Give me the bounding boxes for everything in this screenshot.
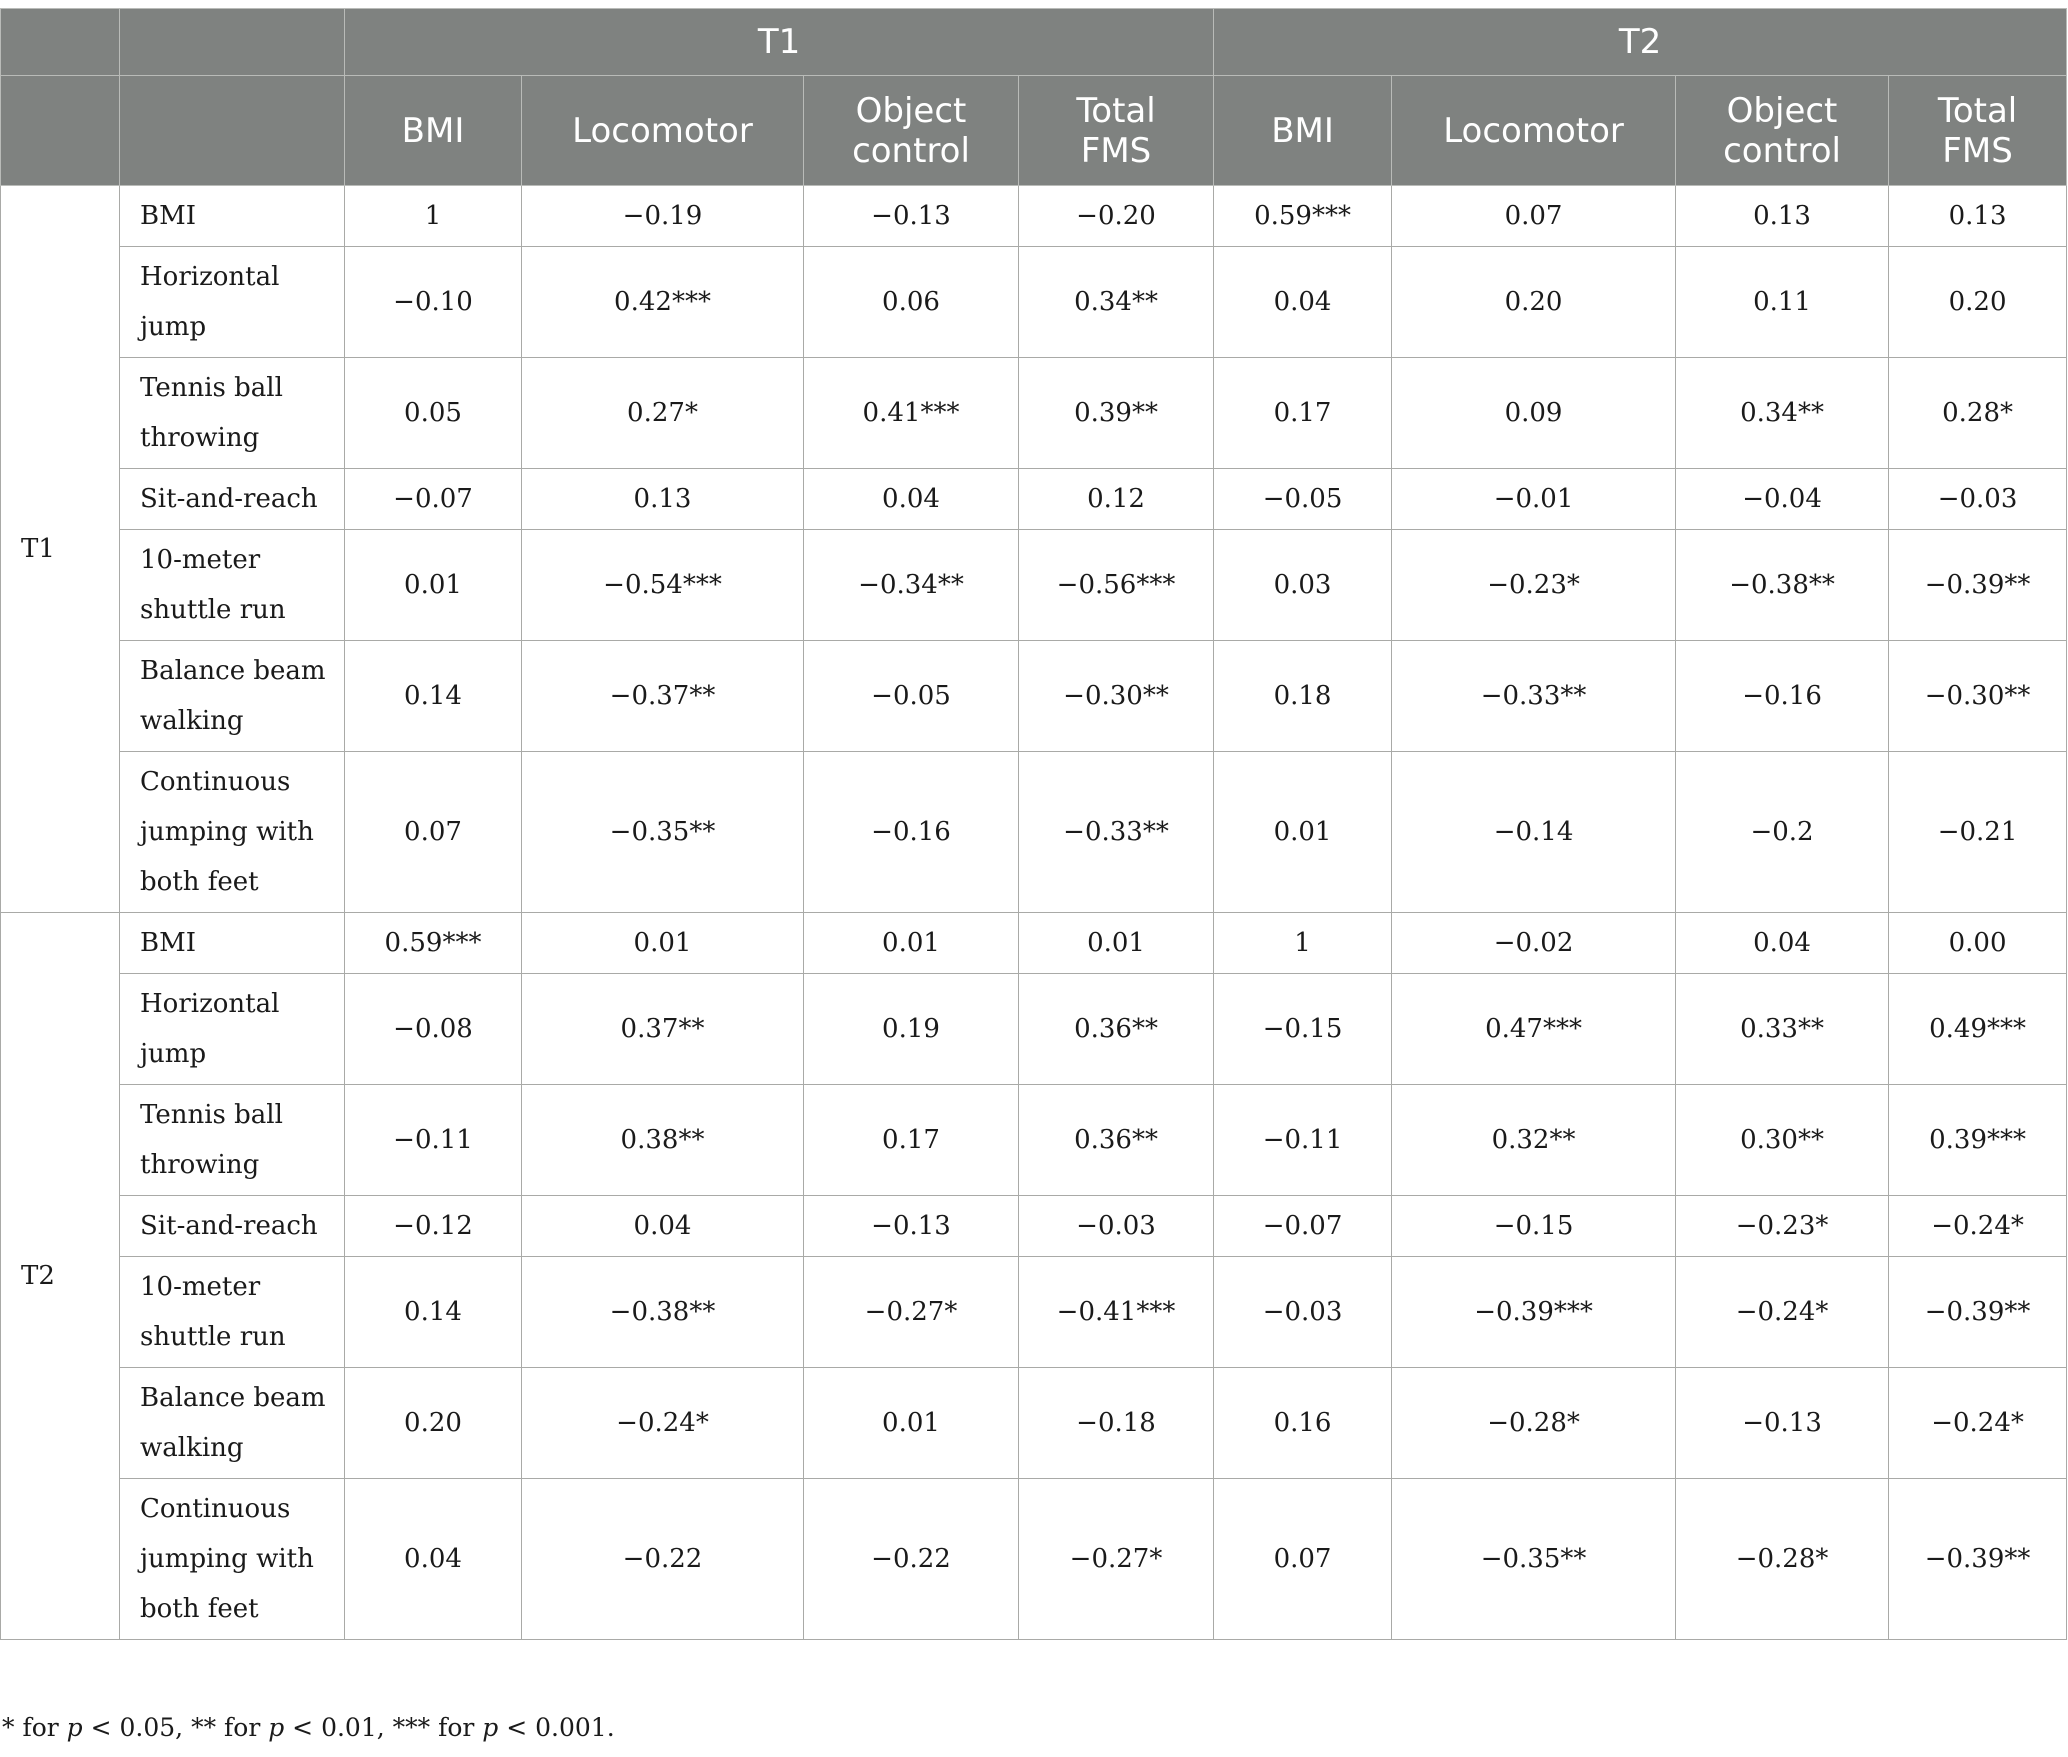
table-row: [1, 1257, 2067, 1368]
value-cell: −0.2: [1676, 752, 1889, 913]
value-cell: 0.47***: [1392, 974, 1676, 1085]
table-row: [1, 358, 2067, 469]
row-group-label: T1: [1, 186, 120, 913]
value-cell: 0.00: [1889, 913, 2067, 974]
value-cell: 0.59***: [345, 913, 522, 974]
value-cell: −0.24*: [1889, 1368, 2067, 1479]
value-cell: 0.01: [1214, 752, 1392, 913]
value-cell: 0.16: [1214, 1368, 1392, 1479]
value-cell: −0.54***: [522, 530, 804, 641]
row-group-label: T2: [1, 913, 120, 1640]
value-cell: 0.33**: [1676, 974, 1889, 1085]
value-cell: −0.02: [1392, 913, 1676, 974]
value-cell: 0.37**: [522, 974, 804, 1085]
row-label: Sit-and-reach: [120, 1196, 345, 1257]
value-cell: 0.12: [1019, 469, 1214, 530]
value-cell: −0.38**: [522, 1257, 804, 1368]
value-cell: −0.56***: [1019, 530, 1214, 641]
value-cell: −0.33**: [1392, 641, 1676, 752]
column-header: Total FMS: [1889, 76, 2067, 186]
row-label: Continuous jumping with both feet: [120, 752, 345, 913]
value-cell: −0.41***: [1019, 1257, 1214, 1368]
value-cell: −0.01: [1392, 469, 1676, 530]
value-cell: 0.13: [522, 469, 804, 530]
value-cell: −0.39**: [1889, 1257, 2067, 1368]
footnote: * for p < 0.05, ** for p < 0.01, *** for p < 0.001.: [2, 1713, 615, 1742]
column-header: BMI: [345, 76, 522, 186]
row-label: Tennis ball throwing: [120, 1085, 345, 1196]
value-cell: 0.49***: [1889, 974, 2067, 1085]
value-cell: 0.09: [1392, 358, 1676, 469]
column-header: Locomotor: [1392, 76, 1676, 186]
column-header: Total FMS: [1019, 76, 1214, 186]
table-row: [1, 186, 2067, 247]
table-row: [1, 469, 2067, 530]
header-column-row: [1, 76, 2067, 186]
value-cell: −0.23*: [1676, 1196, 1889, 1257]
value-cell: −0.30**: [1019, 641, 1214, 752]
value-cell: 0.28*: [1889, 358, 2067, 469]
value-cell: −0.10: [345, 247, 522, 358]
value-cell: −0.22: [522, 1479, 804, 1640]
value-cell: −0.13: [1676, 1368, 1889, 1479]
value-cell: −0.35**: [522, 752, 804, 913]
value-cell: 0.13: [1889, 186, 2067, 247]
value-cell: −0.35**: [1392, 1479, 1676, 1640]
value-cell: −0.24*: [1676, 1257, 1889, 1368]
value-cell: 0.34**: [1676, 358, 1889, 469]
column-header: BMI: [1214, 76, 1392, 186]
value-cell: −0.39***: [1392, 1257, 1676, 1368]
value-cell: 0.07: [345, 752, 522, 913]
value-cell: −0.24*: [1889, 1196, 2067, 1257]
value-cell: 0.32**: [1392, 1085, 1676, 1196]
value-cell: −0.18: [1019, 1368, 1214, 1479]
table-row: [1, 641, 2067, 752]
value-cell: 0.07: [1214, 1479, 1392, 1640]
value-cell: 0.59***: [1214, 186, 1392, 247]
value-cell: 0.17: [1214, 358, 1392, 469]
value-cell: −0.16: [804, 752, 1019, 913]
value-cell: −0.24*: [522, 1368, 804, 1479]
value-cell: 0.20: [1392, 247, 1676, 358]
value-cell: −0.04: [1676, 469, 1889, 530]
header-empty-cell: [1, 76, 120, 186]
table-row: [1, 974, 2067, 1085]
row-label: 10-meter shuttle run: [120, 530, 345, 641]
header-empty-cell: [120, 76, 345, 186]
row-label: 10-meter shuttle run: [120, 1257, 345, 1368]
row-label: Tennis ball throwing: [120, 358, 345, 469]
value-cell: 0.36**: [1019, 974, 1214, 1085]
table-row: [1, 1368, 2067, 1479]
table-body: [1, 186, 2067, 1640]
table-row: [1, 1085, 2067, 1196]
value-cell: −0.15: [1214, 974, 1392, 1085]
row-label: Sit-and-reach: [120, 469, 345, 530]
value-cell: −0.19: [522, 186, 804, 247]
value-cell: 0.39**: [1019, 358, 1214, 469]
value-cell: −0.21: [1889, 752, 2067, 913]
row-label: Balance beam walking: [120, 1368, 345, 1479]
value-cell: −0.27*: [804, 1257, 1019, 1368]
value-cell: −0.39**: [1889, 1479, 2067, 1640]
value-cell: 0.03: [1214, 530, 1392, 641]
value-cell: −0.11: [345, 1085, 522, 1196]
row-label: Balance beam walking: [120, 641, 345, 752]
header-group-t1: T1: [345, 9, 1214, 76]
value-cell: 0.01: [345, 530, 522, 641]
value-cell: 0.34**: [1019, 247, 1214, 358]
value-cell: −0.13: [804, 1196, 1019, 1257]
value-cell: −0.27*: [1019, 1479, 1214, 1640]
value-cell: −0.14: [1392, 752, 1676, 913]
value-cell: 0.11: [1676, 247, 1889, 358]
value-cell: −0.28*: [1676, 1479, 1889, 1640]
header-group-row: [1, 9, 2067, 76]
value-cell: −0.07: [1214, 1196, 1392, 1257]
value-cell: −0.08: [345, 974, 522, 1085]
value-cell: 0.20: [1889, 247, 2067, 358]
column-header: Locomotor: [522, 76, 804, 186]
correlation-table: [0, 8, 2067, 1640]
value-cell: 0.04: [804, 469, 1019, 530]
value-cell: −0.23*: [1392, 530, 1676, 641]
value-cell: 0.01: [804, 1368, 1019, 1479]
value-cell: 0.04: [522, 1196, 804, 1257]
value-cell: −0.03: [1214, 1257, 1392, 1368]
table-row: [1, 913, 2067, 974]
value-cell: −0.28*: [1392, 1368, 1676, 1479]
value-cell: 0.38**: [522, 1085, 804, 1196]
value-cell: 0.04: [1676, 913, 1889, 974]
value-cell: −0.12: [345, 1196, 522, 1257]
value-cell: 0.14: [345, 1257, 522, 1368]
value-cell: 0.07: [1392, 186, 1676, 247]
table-row: [1, 1196, 2067, 1257]
value-cell: −0.30**: [1889, 641, 2067, 752]
table-row: [1, 530, 2067, 641]
value-cell: −0.38**: [1676, 530, 1889, 641]
value-cell: 0.14: [345, 641, 522, 752]
header-group-t2: T2: [1214, 9, 2067, 76]
value-cell: 0.42***: [522, 247, 804, 358]
row-label: Continuous jumping with both feet: [120, 1479, 345, 1640]
value-cell: −0.11: [1214, 1085, 1392, 1196]
value-cell: 1: [345, 186, 522, 247]
row-label: Horizontal jump: [120, 247, 345, 358]
value-cell: −0.37**: [522, 641, 804, 752]
table-row: [1, 752, 2067, 913]
value-cell: 0.19: [804, 974, 1019, 1085]
value-cell: 0.20: [345, 1368, 522, 1479]
table-row: [1, 1479, 2067, 1640]
header-empty-cell: [1, 9, 120, 76]
value-cell: −0.05: [1214, 469, 1392, 530]
column-header: Object control: [804, 76, 1019, 186]
value-cell: 0.05: [345, 358, 522, 469]
row-label: BMI: [120, 186, 345, 247]
table-row: [1, 247, 2067, 358]
value-cell: 0.01: [1019, 913, 1214, 974]
value-cell: 0.13: [1676, 186, 1889, 247]
value-cell: −0.20: [1019, 186, 1214, 247]
header-empty-cell: [120, 9, 345, 76]
value-cell: −0.03: [1889, 469, 2067, 530]
value-cell: −0.22: [804, 1479, 1019, 1640]
value-cell: −0.33**: [1019, 752, 1214, 913]
value-cell: 0.17: [804, 1085, 1019, 1196]
value-cell: 0.18: [1214, 641, 1392, 752]
value-cell: −0.16: [1676, 641, 1889, 752]
value-cell: 0.01: [522, 913, 804, 974]
row-label: Horizontal jump: [120, 974, 345, 1085]
value-cell: −0.34**: [804, 530, 1019, 641]
value-cell: −0.15: [1392, 1196, 1676, 1257]
value-cell: −0.39**: [1889, 530, 2067, 641]
value-cell: −0.03: [1019, 1196, 1214, 1257]
value-cell: 0.04: [345, 1479, 522, 1640]
value-cell: −0.05: [804, 641, 1019, 752]
value-cell: 0.36**: [1019, 1085, 1214, 1196]
column-header: Object control: [1676, 76, 1889, 186]
value-cell: 1: [1214, 913, 1392, 974]
value-cell: 0.01: [804, 913, 1019, 974]
value-cell: 0.30**: [1676, 1085, 1889, 1196]
value-cell: 0.04: [1214, 247, 1392, 358]
row-label: BMI: [120, 913, 345, 974]
value-cell: −0.07: [345, 469, 522, 530]
value-cell: 0.06: [804, 247, 1019, 358]
value-cell: 0.39***: [1889, 1085, 2067, 1196]
value-cell: −0.13: [804, 186, 1019, 247]
value-cell: 0.41***: [804, 358, 1019, 469]
value-cell: 0.27*: [522, 358, 804, 469]
